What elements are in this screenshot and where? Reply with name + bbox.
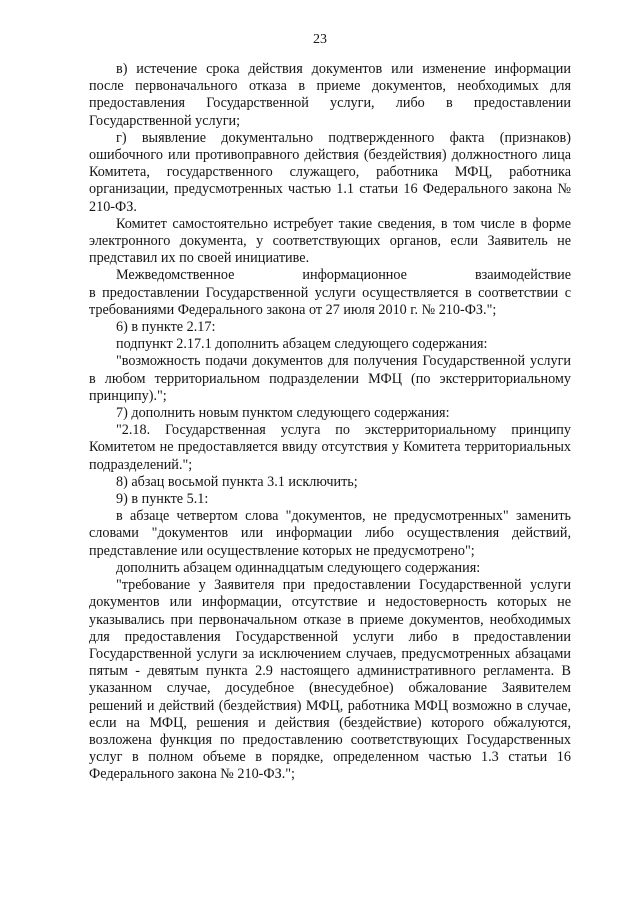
paragraph: Межведомственное информационное взаимодействие (116, 267, 571, 284)
paragraph: 6) в пункте 2.17: (116, 319, 216, 336)
page-number: 23 (313, 32, 327, 47)
paragraph: Комитет самостоятельно истребует такие сведения, в том числе в форме электронного документа, у соответствующих органов, если Заявитель не представил их по своей инициативе. (89, 215, 571, 267)
paragraph: 7) дополнить новым пунктом следующего содержания: (116, 405, 450, 422)
paragraph: в) истечение срока действия документов или изменение информации после первоначального отказа в приеме документов, необходимых для предоставления Государственной услуги, либо в предоставлении Государственной услуги; (89, 61, 571, 129)
paragraph: г) выявление документально подтвержденного факта (признаков) ошибочного или противоправного действия (бездействия) должностного лица Комитета, государственного служащего, работника МФЦ, работника организации, предусмотренных частью 1.1 статьи 16 Федерального закона № 210-ФЗ. (89, 129, 571, 215)
paragraph: дополнить абзацем одиннадцатым следующего содержания: (116, 559, 481, 576)
paragraph: 9) в пункте 5.1: (116, 491, 209, 508)
paragraph: в абзаце четвертом слова "документов, не предусмотренных" заменить словами "документов или информации либо осуществления действий, представление или осуществление которых не предусмотрено"; (89, 508, 571, 559)
paragraph: "2.18. Государственная услуга по экстерриториальному принципу Комитетом не предоставляется ввиду отсутствия у Комитета территориальных подразделений."; (89, 422, 571, 473)
paragraph: подпункт 2.17.1 дополнить абзацем следующего содержания: (116, 336, 488, 353)
paragraph: 8) абзац восьмой пункта 3.1 исключить; (116, 473, 358, 490)
paragraph: в предоставлении Государственной услуги осуществляется в соответствии с требованиями Федерального закона от 27 июля 2010 г. № 210-ФЗ."; (89, 284, 571, 318)
document-body (89, 61, 571, 784)
paragraph: "требование у Заявителя при предоставлении Государственной услуги документов или информации, отсутствие и недостоверность которых не указывались при первоначальном отказе в приеме документов, необходимых для предоставления Государственной услуги либо в предоставлении Государственной услуги за исключением случаев, предусмотренных абзацами пятым - девятым пункта 2.9 настоящего административного регламента. В указанном случае, досудебное (внесудебное) обжалование Заявителем решений и действий (бездействия) МФЦ, работника МФЦ возможно в случае, если на МФЦ, решения и действия (бездействие) которого обжалуются, возложена функция по предоставлению соответствующих Государственных услуг в полном объеме в порядке, определенном частью 1.3 статьи 16 Федерального закона № 210-ФЗ."; (89, 577, 571, 783)
paragraph: "возможность подачи документов для получения Государственной услуги в любом территориальном подразделении МФЦ (по экстерриториальному принципу)."; (89, 353, 571, 404)
